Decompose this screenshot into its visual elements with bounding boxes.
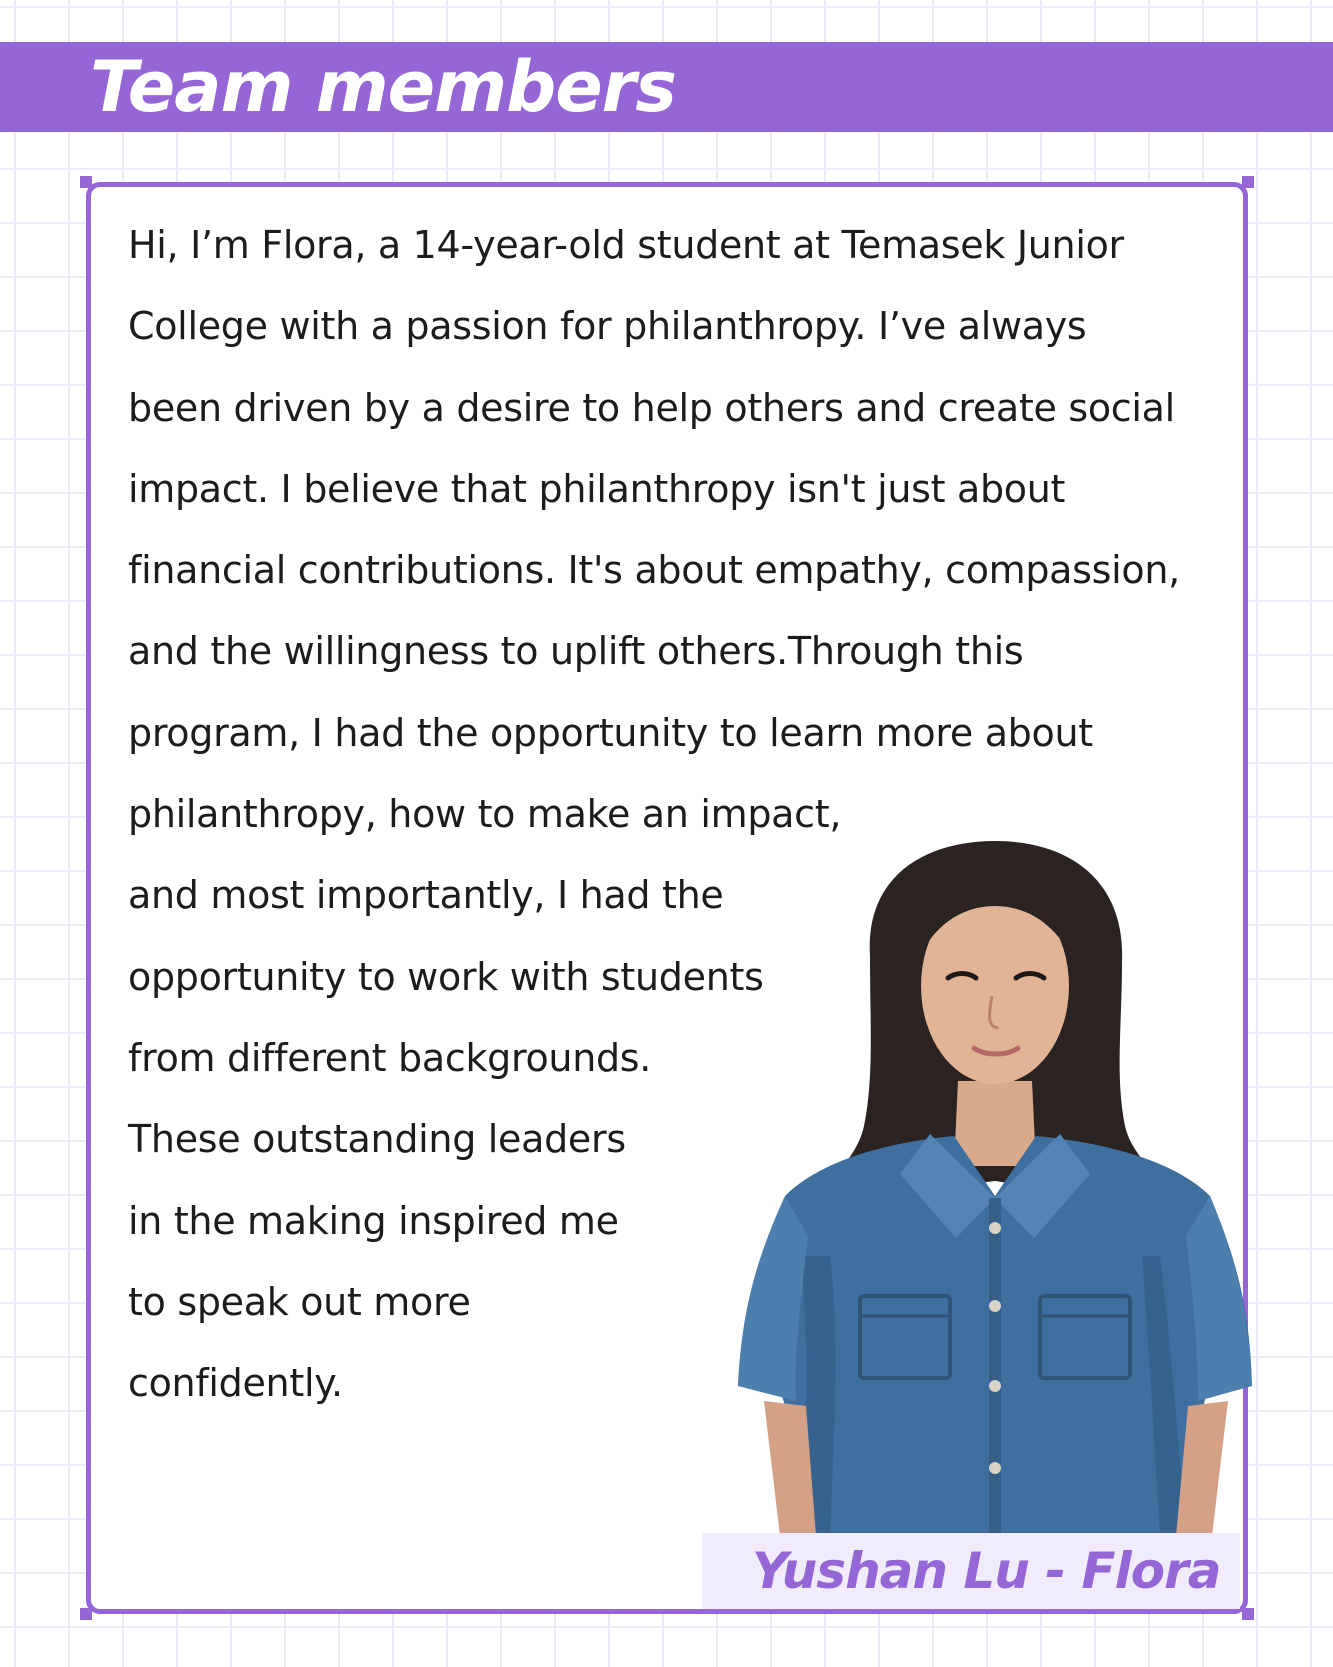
bio-line: These outstanding leaders <box>128 1117 626 1162</box>
portrait-photo <box>730 836 1260 1536</box>
card-corner-bottom-right <box>1242 1608 1254 1620</box>
bio-line: program, I had the opportunity to learn more about <box>128 710 1093 755</box>
member-name: Yushan Lu - Flora <box>752 1542 1221 1600</box>
bio-line: confidently. <box>128 1361 343 1406</box>
card-corner-top-left <box>80 176 92 188</box>
bio-line: philanthropy, how to make an impact, <box>128 792 842 837</box>
header-banner <box>0 42 1333 132</box>
bio-line: to speak out more <box>128 1279 471 1324</box>
bio-line: in the making inspired me <box>128 1198 619 1243</box>
bio-line: financial contributions. It's about empathy, compassion, <box>128 548 1180 593</box>
bio-line: College with a passion for philanthropy. I’ve always <box>128 304 1087 349</box>
bio-line: opportunity to work with students <box>128 954 764 999</box>
bio-line: from different backgrounds. <box>128 1035 652 1080</box>
bio-line: been driven by a desire to help others and create social <box>128 385 1175 430</box>
bio-line: Hi, I’m Flora, a 14-year-old student at Temasek Junior <box>128 223 1124 267</box>
bio-line: impact. I believe that philanthropy isn't just about <box>128 466 1066 511</box>
card-corner-bottom-left <box>80 1608 92 1620</box>
card-corner-top-right <box>1242 176 1254 188</box>
page-title: Team members <box>90 46 676 128</box>
bio-line: and most importantly, I had the <box>128 873 724 918</box>
name-plate <box>702 1533 1240 1609</box>
bio-line: and the willingness to uplift others.Through this <box>128 629 1024 674</box>
